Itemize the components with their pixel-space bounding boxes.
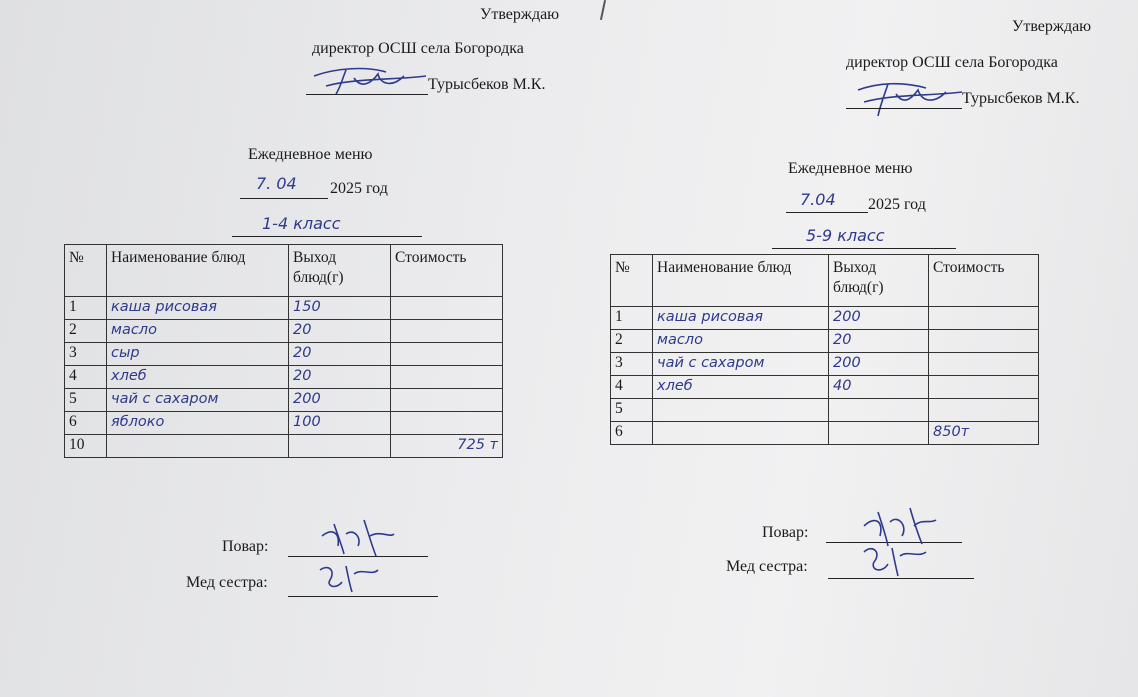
- row-number: 5: [65, 389, 107, 412]
- row-number: 6: [611, 422, 653, 445]
- dish-cost: [391, 297, 503, 320]
- menu-date: 7.04: [800, 190, 836, 209]
- dish-weight: 20: [829, 330, 929, 353]
- row-number: 1: [65, 297, 107, 320]
- cook-label: Повар:: [222, 538, 269, 555]
- dish-cost: [391, 389, 503, 412]
- dish-cost: [391, 366, 503, 389]
- row-number: 6: [65, 412, 107, 435]
- header-cost: Стоимость: [391, 245, 503, 297]
- dish-cost: [929, 376, 1039, 399]
- table-row: [65, 297, 503, 320]
- menu-title: Ежедневное меню: [788, 160, 913, 177]
- dish-cost: [929, 353, 1039, 376]
- table-header-row: [65, 245, 503, 297]
- dish-weight: 100: [289, 412, 391, 435]
- dish-cost: [391, 320, 503, 343]
- dish-weight: 20: [289, 320, 391, 343]
- table-row: [611, 307, 1039, 330]
- approve-label: Утверждаю: [1012, 18, 1092, 35]
- dish-cost: [929, 330, 1039, 353]
- menu-date: 7. 04: [256, 174, 297, 193]
- row-number: 2: [611, 330, 653, 353]
- header-dish-name: Наименование блюд: [653, 255, 829, 307]
- director-signature: [306, 64, 436, 101]
- cook-label: Повар:: [762, 524, 809, 541]
- table-row: [611, 422, 1039, 445]
- dish-cost: [391, 412, 503, 435]
- row-number: 2: [65, 320, 107, 343]
- dish-name: [107, 435, 289, 458]
- table-row: [65, 389, 503, 412]
- header-number: №: [611, 255, 653, 307]
- row-number: 3: [65, 343, 107, 366]
- director-name: Турысбеков М.К.: [962, 90, 1080, 107]
- table-row: [65, 435, 503, 458]
- dish-weight: 150: [289, 297, 391, 320]
- table-row: [611, 353, 1039, 376]
- class-label: 5-9 класс: [806, 226, 885, 245]
- dish-name: чай с сахаром: [107, 389, 289, 412]
- menu-table-left: [64, 244, 503, 458]
- total-cost: 725 т: [391, 435, 503, 458]
- dish-cost: [929, 307, 1039, 330]
- dish-name: масло: [107, 320, 289, 343]
- nurse-label: Мед сестра:: [726, 558, 808, 575]
- dish-weight: 200: [829, 307, 929, 330]
- dish-weight: 200: [829, 353, 929, 376]
- table-row: [611, 330, 1039, 353]
- dish-weight: [829, 422, 929, 445]
- dish-weight: 40: [829, 376, 929, 399]
- dish-name: хлеб: [653, 376, 829, 399]
- table-row: [611, 399, 1039, 422]
- dish-name: масло: [653, 330, 829, 353]
- dish-weight: 20: [289, 343, 391, 366]
- nurse-signature: [316, 560, 386, 599]
- director-line: директор ОСШ села Богородка: [312, 40, 524, 57]
- row-number: 10: [65, 435, 107, 458]
- header-dish-name: Наименование блюд: [107, 245, 289, 297]
- table-row: [65, 412, 503, 435]
- row-number: 5: [611, 399, 653, 422]
- dish-name: каша рисовая: [107, 297, 289, 320]
- row-number: 4: [611, 376, 653, 399]
- dish-name: сыр: [107, 343, 289, 366]
- table-header-row: [611, 255, 1039, 307]
- dish-weight: [289, 435, 391, 458]
- dish-name: каша рисовая: [653, 307, 829, 330]
- dish-name: яблоко: [107, 412, 289, 435]
- row-number: 3: [611, 353, 653, 376]
- menu-title: Ежедневное меню: [248, 146, 373, 163]
- header-number: №: [65, 245, 107, 297]
- dish-name: [653, 399, 829, 422]
- menu-year: 2025 год: [868, 196, 926, 213]
- table-row: [65, 320, 503, 343]
- menu-year: 2025 год: [330, 180, 388, 197]
- director-line: директор ОСШ села Богородка: [846, 54, 1058, 71]
- nurse-signature: [860, 540, 930, 585]
- table-row: [65, 366, 503, 389]
- row-number: 4: [65, 366, 107, 389]
- director-signature: [850, 78, 970, 123]
- dish-cost: [391, 343, 503, 366]
- row-number: 1: [611, 307, 653, 330]
- table-row: [611, 376, 1039, 399]
- director-name: Турысбеков М.К.: [428, 76, 546, 93]
- dish-cost: [929, 399, 1039, 422]
- table-row: [65, 343, 503, 366]
- class-label: 1-4 класс: [262, 214, 341, 233]
- approve-label: Утверждаю: [480, 6, 560, 23]
- header-cost: Стоимость: [929, 255, 1039, 307]
- total-cost: 850т: [929, 422, 1039, 445]
- dish-weight: [829, 399, 929, 422]
- pen-mark: [600, 0, 606, 20]
- dish-name: хлеб: [107, 366, 289, 389]
- dish-weight: 20: [289, 366, 391, 389]
- menu-table-right: [610, 254, 1039, 445]
- dish-weight: 200: [289, 389, 391, 412]
- header-portion: Выход блюд(г): [289, 245, 391, 297]
- header-portion: Выход блюд(г): [829, 255, 929, 307]
- dish-name: чай с сахаром: [653, 353, 829, 376]
- cook-signature: [318, 516, 398, 563]
- dish-name: [653, 422, 829, 445]
- nurse-label: Мед сестра:: [186, 574, 268, 591]
